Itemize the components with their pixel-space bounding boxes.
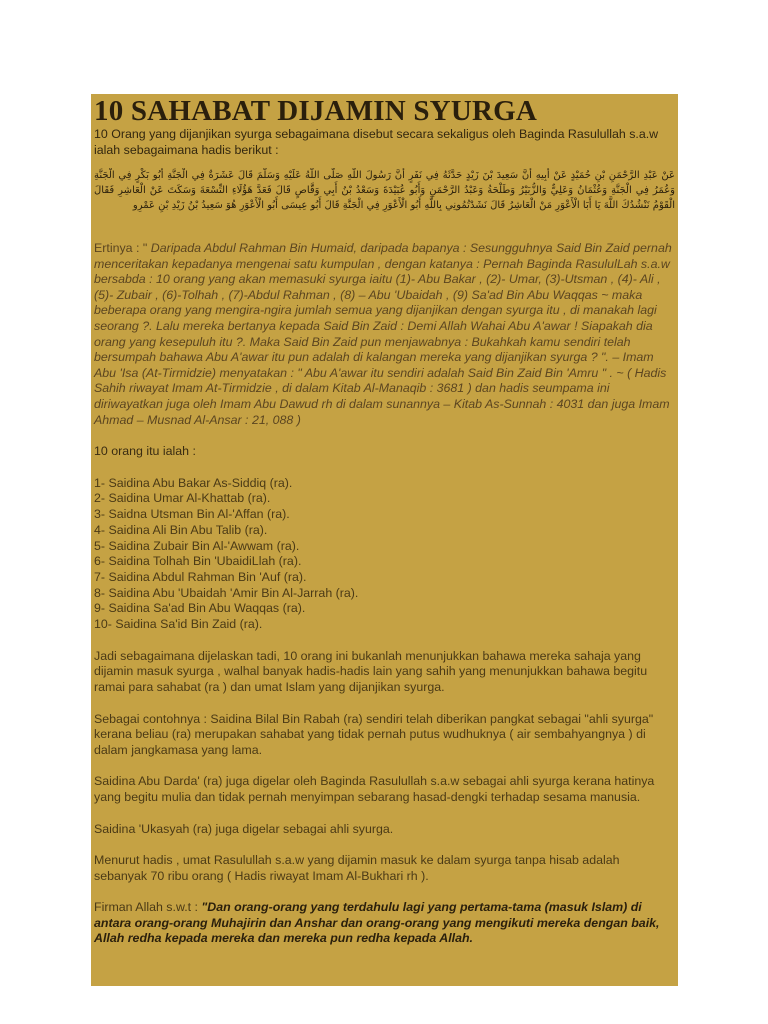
list-heading: 10 orang itu ialah : — [94, 444, 196, 459]
paragraph-abu-darda: Saidina Abu Darda' (ra) juga digelar oleh Baginda Rasulullah s.a.w sebagai ahli syurga kerana hatinya yang begitu mulia dan tidak pernah menyimpan sebarang hasad-dengki terhadap sesama manusia. — [94, 774, 655, 804]
list-item: 7- Saidina Abdul Rahman Bin 'Auf (ra). — [94, 569, 307, 584]
list-item: 6- Saidina Tolhah Bin 'UbaidiLlah (ra). — [94, 554, 302, 569]
list-item: 2- Saidina Umar Al-Khattab (ra). — [94, 491, 271, 506]
list-item: 10- Saidina Sa'id Bin Zaid (ra). — [94, 617, 263, 632]
translation-paragraph — [94, 241, 675, 428]
list-item: 5- Saidina Zubair Bin Al-'Awwam (ra). — [94, 538, 300, 553]
translation-lead: Ertinya : " — [94, 241, 148, 255]
list-item: 9- Saidina Sa'ad Bin Abu Waqqas (ra). — [94, 601, 306, 616]
page-title: 10 SAHABAT DIJAMIN SYURGA — [94, 95, 538, 127]
intro-paragraph: 10 Orang yang dijanjikan syurga sebagaimana disebut secara sekaligus oleh Baginda Rasulullah s.a.w ialah sebagaimana hadis berikut : — [94, 127, 659, 157]
firman-quote: "Dan orang-orang yang terdahulu lagi yang pertama-tama (masuk Islam) di antara orang-orang Muhajirin dan Anshar dan orang-orang yang mengikuti mereka dengan baik, Allah redha kepada mereka dan mereka pun redha kepada Allah. — [94, 900, 660, 946]
document-page — [91, 94, 678, 986]
paragraph-sebagai-contohnya: Sebagai contohnya : Saidina Bilal Bin Rabah (ra) sendiri telah diberikan pangkat sebagai "ahli syurga" kerana beliau (ra) merupakan sahabat yang tidak pernah putus wudhuknya ( air sembahyangnya ) di dalam jangkamasa yang lama. — [94, 711, 654, 757]
list-item: 3- Saidna Utsman Bin Al-'Affan (ra). — [94, 507, 290, 522]
list-item: 1- Saidina Abu Bakar As-Siddiq (ra). — [94, 475, 293, 490]
firman-lead: Firman Allah s.w.t : — [94, 900, 202, 915]
list-item: 8- Saidina Abu 'Ubaidah 'Amir Bin Al-Jarrah (ra). — [94, 585, 359, 600]
arabic-hadith-text: عَنْ عَبْدِ الرَّحْمَنِ بْنِ حُمَيْدٍ عَنْ أَبِيهِ أَنَّ سَعِيدَ بْنَ زَيْدٍ حَدَّثَهُ فِي نَفَرٍ أَنَّ رَسُولَ اللَّهِ صَلَّى اللَّهُ عَلَيْهِ وَسَلَّمَ قَالَ عَشَرَةٌ فِي الْجَنَّةِ أَبُو بَكْرٍ فِي الْجَنَّةِ وَعُمَرُ فِي الْجَنَّةِ وَعُثْمَانُ وَعَلِيٌّ وَالزُّبَيْرُ وَطَلْحَةُ وَعَبْدُ الرَّحْمَنِ وَأَبُو عُبَيْدَةَ وَسَعْدُ بْنُ أَبِي وَقَّاصٍ قَالَ فَعَدَّ هَؤُلَاءِ التِّسْعَةَ وَسَكَتَ عَنْ الْعَاشِرِ فَقَالَ الْقَوْمُ نَنْشُدُكَ اللَّهَ يَا أَبَا الْأَعْوَرِ مَنْ الْعَاشِرُ قَالَ نَشَدْتُمُونِي بِاللَّهِ أَبُو الْأَعْوَرِ فِي الْجَنَّةِ قَالَ أَبُو عِيسَى أَبُو الْأَعْوَرِ هُوَ سَعِيدُ بْنُ زَيْدِ بْنِ عَمْرِو — [94, 170, 675, 211]
paragraph-jadi: Jadi sebagaimana dijelaskan tadi, 10 orang ini bukanlah menunjukkan bahawa mereka sahaja yang dijamin masuk syurga , walhal banyak hadis-hadis lain yang sahih yang menunjukkan bahawa begitu ramai para sahabat (ra ) dan umat Islam yang dijanjikan syurga. — [94, 648, 648, 694]
translation-body: Daripada Abdul Rahman Bin Humaid, daripada bapanya : Sesungguhnya Said Bin Zaid pernah menceritakan kepadanya mengenai satu kumpulan , dengan katanya : Pernah Baginda RasululLah s.a.w bersabda : 10 orang yang akan memasuki syurga iaitu (1)- Abu Bakar , (2)- Umar, (3)-Utsman , (4)- Ali , (5)- Zubair , (6)-Tolhah , (7)-Abdul Rahman , (8) – Abu 'Ubaidah , (9) Sa'ad Bin Abu Waqqas ~ maka beberapa orang yang mengira-ngira jumlah semua yang dijanjikan dengan syurga itu , di manakah lagi seorang ?. Lalu mereka bertanya kepada Said Bin Zaid : Demi Allah Wahai Abu A'awar ! Siapakah dia orang yang kesepuluh itu ?. Maka Said Bin Zaid pun menjawabnya : Bukahkah kamu sendiri telah bersumpah bahawa Abu A'awar itu pun adalah di kalangan mereka yang dijanjikan syurga ? ". – Imam Abu 'Isa (At-Tirmidzie) menyatakan : " Abu A'awar itu sendiri adalah Said Bin Zaid Bin 'Amru " . ~ ( Hadis Sahih riwayat Imam At-Tirmidzie , di dalam Kitab Al-Manaqib : 3681 ) dan hadis seumpama ini diriwayatkan juga oleh Imam Abu Dawud rh di dalam sunannya – Kitab As-Sunnah : 4031 dan juga Imam Ahmad – Musnad Al-Ansar : 21, 088 ) — [94, 241, 672, 427]
paragraph-menurut-hadis: Menurut hadis , umat Rasulullah s.a.w yang dijamin masuk ke dalam syurga tanpa hisab adalah sebanyak 70 ribu orang ( Hadis riwayat Imam Al-Bukhari rh ). — [94, 853, 620, 883]
sahabat-list — [94, 476, 675, 633]
paragraph-ukasyah: Saidina 'Ukasyah (ra) juga digelar sebagai ahli syurga. — [94, 821, 394, 836]
paragraph-firman-allah — [94, 900, 675, 947]
list-item: 4- Saidina Ali Bin Abu Talib (ra). — [94, 522, 268, 537]
